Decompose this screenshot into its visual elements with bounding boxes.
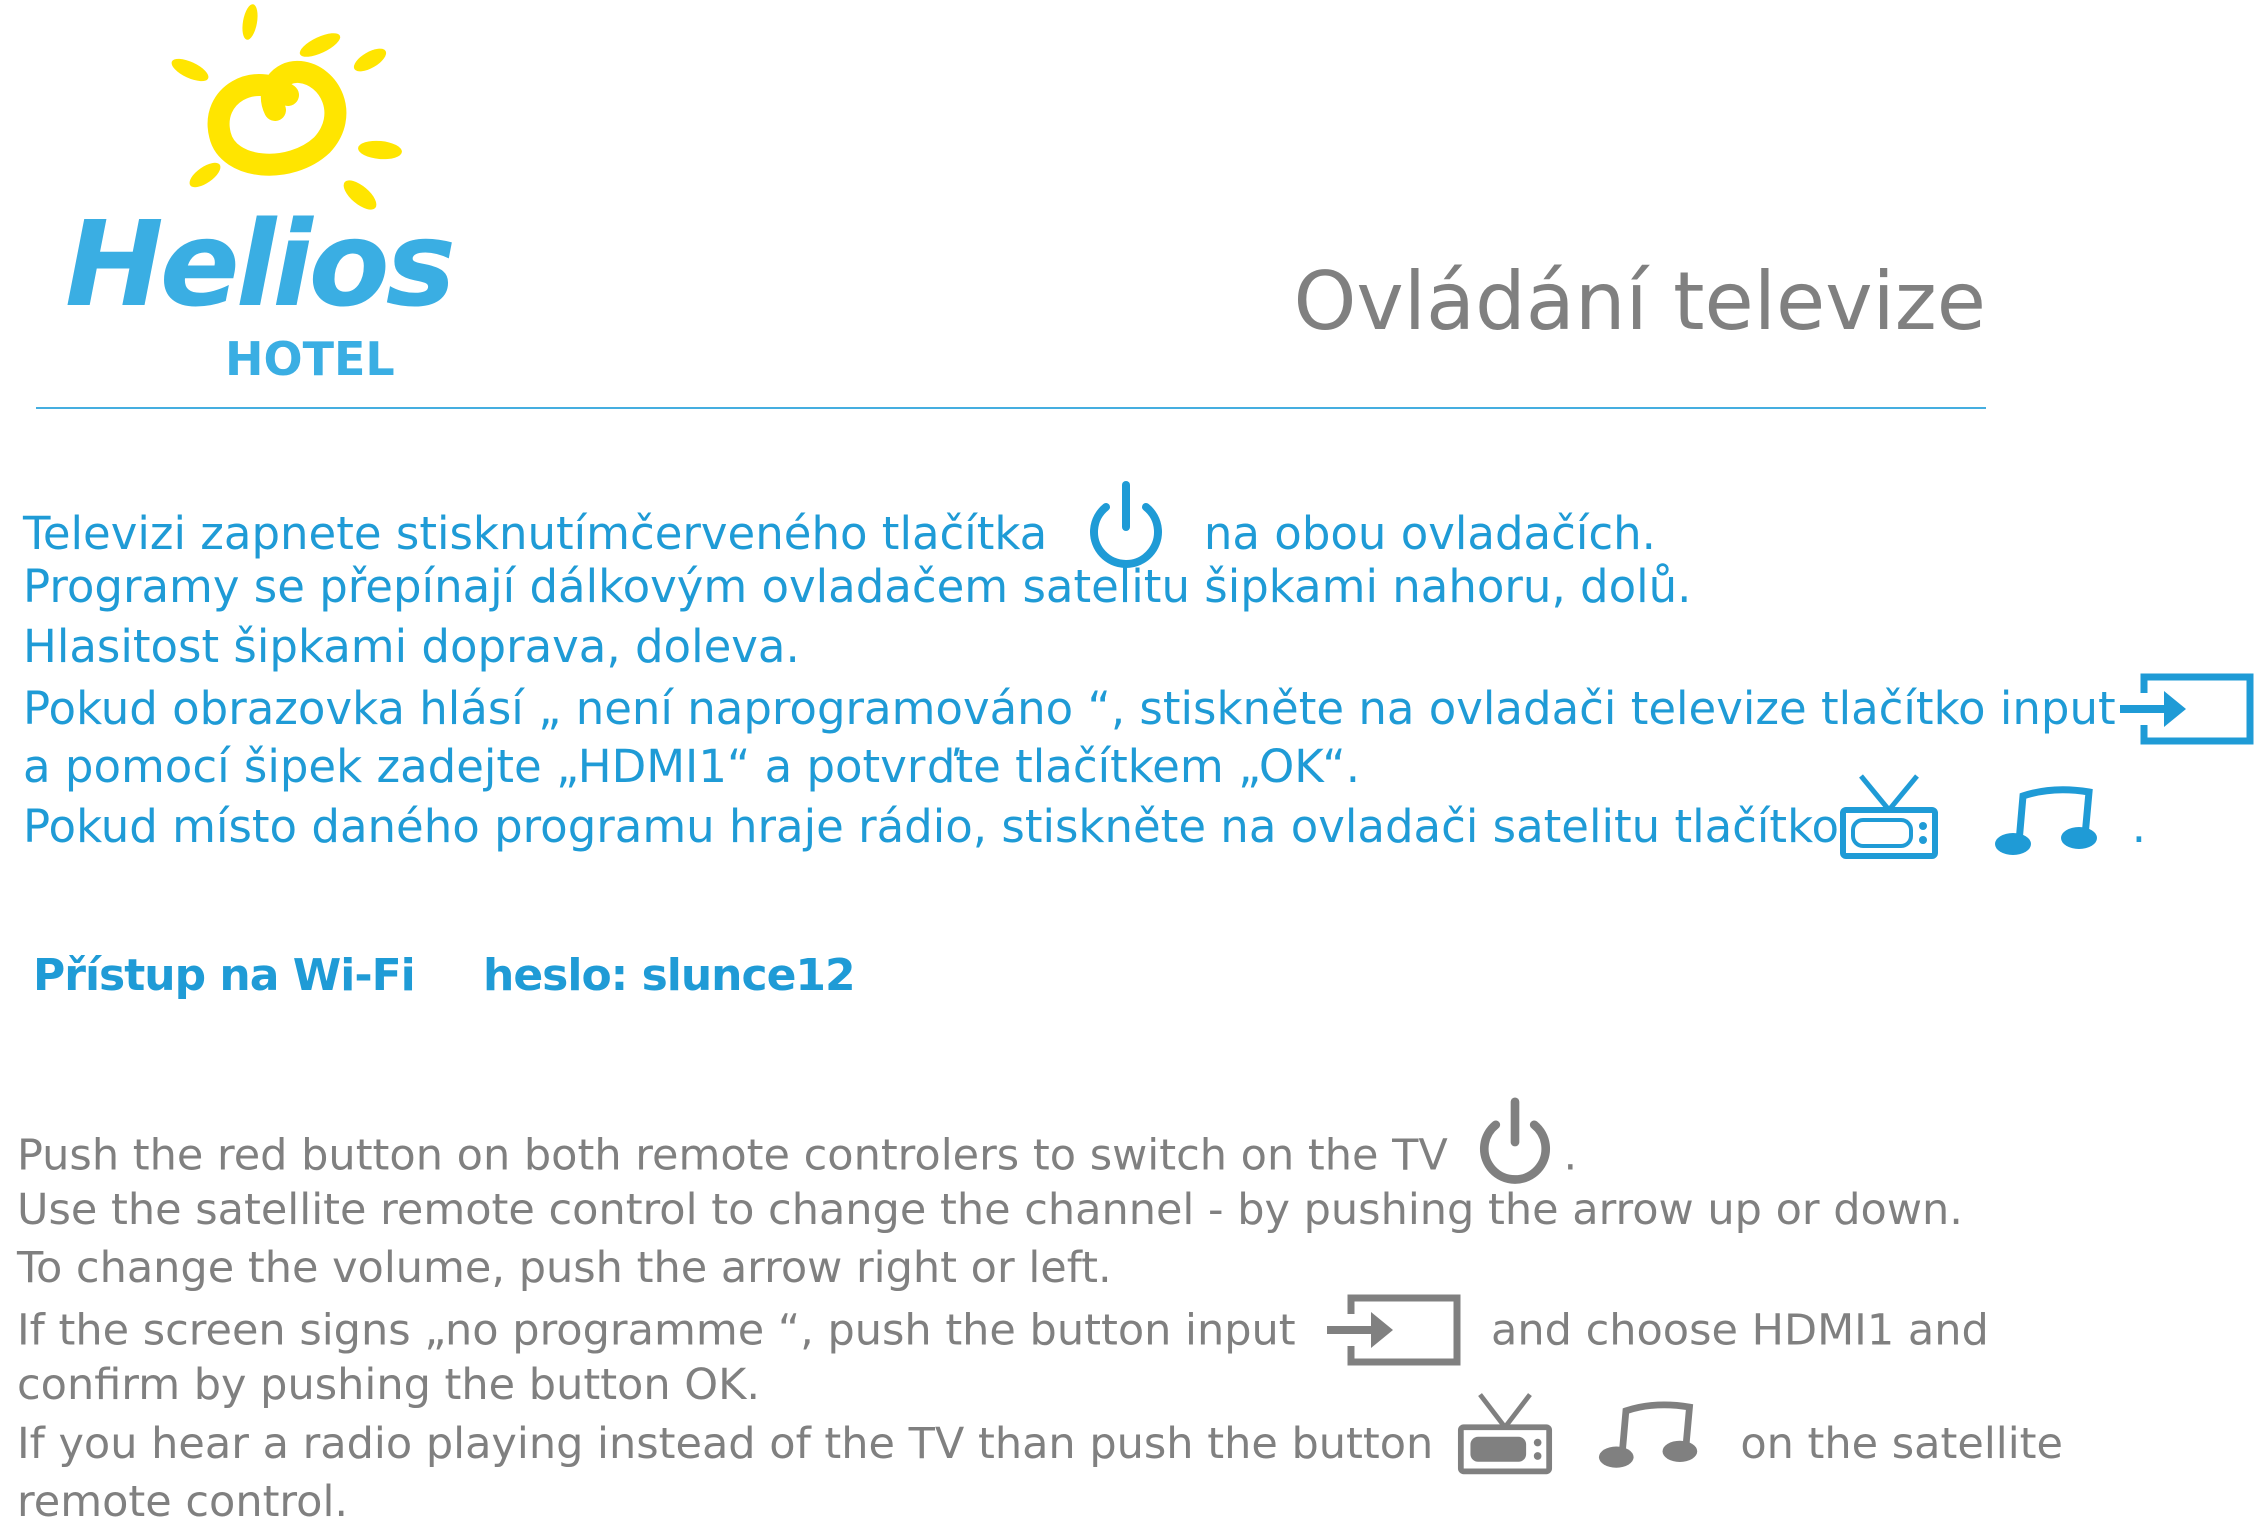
en-line-1: Push the red button on both remote controlers to switch on the TV . (17, 1122, 2107, 1181)
czech-instructions (23, 497, 2146, 857)
cz-line-3: Hlasitost šipkami doprava, doleva. (23, 620, 800, 673)
wifi-label: Přístup na Wi-Fi (33, 950, 415, 1001)
en-line-5: confirm by pushing the button OK. (17, 1360, 760, 1410)
cz-line-5: a pomocí šipek zadejte „HDMI1“ a potvrďte tlačítkem „OK“. (23, 740, 1361, 793)
page-title: Ovládání televize (1293, 255, 1986, 348)
en-line-4: If the screen signs „no programme “, push the button input and choose HDMI1 and (17, 1298, 2107, 1357)
header-divider (36, 407, 1986, 409)
en-line-7: remote control. (17, 1477, 349, 1527)
en-line-6: If you hear a radio playing instead of the TV than push the button on the satellite (17, 1415, 2107, 1474)
cz-line-2: Programy se přepínají dálkovým ovladačem satelitu šipkami nahoru, dolů. (23, 560, 1692, 613)
english-instructions (17, 1122, 2107, 1532)
cz-line-4: Pokud obrazovka hlásí „ není naprogramováno “, stiskněte na ovladači televize tlačítko input (23, 677, 2103, 737)
tv-icon (1839, 770, 1939, 860)
input-icon (1323, 1292, 1463, 1368)
wifi-password: heslo: slunce12 (483, 950, 855, 1001)
logo-sub: HOTEL (225, 332, 395, 386)
music-note-icon (1993, 780, 2103, 860)
en-line-2: Use the satellite remote control to change the channel - by pushing the arrow up or down. (17, 1184, 1963, 1235)
cz-line-6: Pokud místo daného programu hraje rádio, stiskněte na ovladači satelitu tlačítko . (23, 797, 2103, 857)
power-icon (1467, 1094, 1563, 1194)
tv-icon (1457, 1388, 1553, 1476)
cz-line-1: Televizi zapnete stisknutímčerveného tlačítka na obou ovladačích. (23, 497, 2103, 557)
en-line-3: To change the volume, push the arrow right or left. (17, 1243, 1112, 1293)
input-icon (2116, 671, 2256, 747)
logo-name: Helios (65, 195, 452, 333)
music-note-icon (1597, 1395, 1703, 1473)
sun-spiral (219, 72, 336, 165)
helios-hotel-logo (60, 0, 460, 390)
